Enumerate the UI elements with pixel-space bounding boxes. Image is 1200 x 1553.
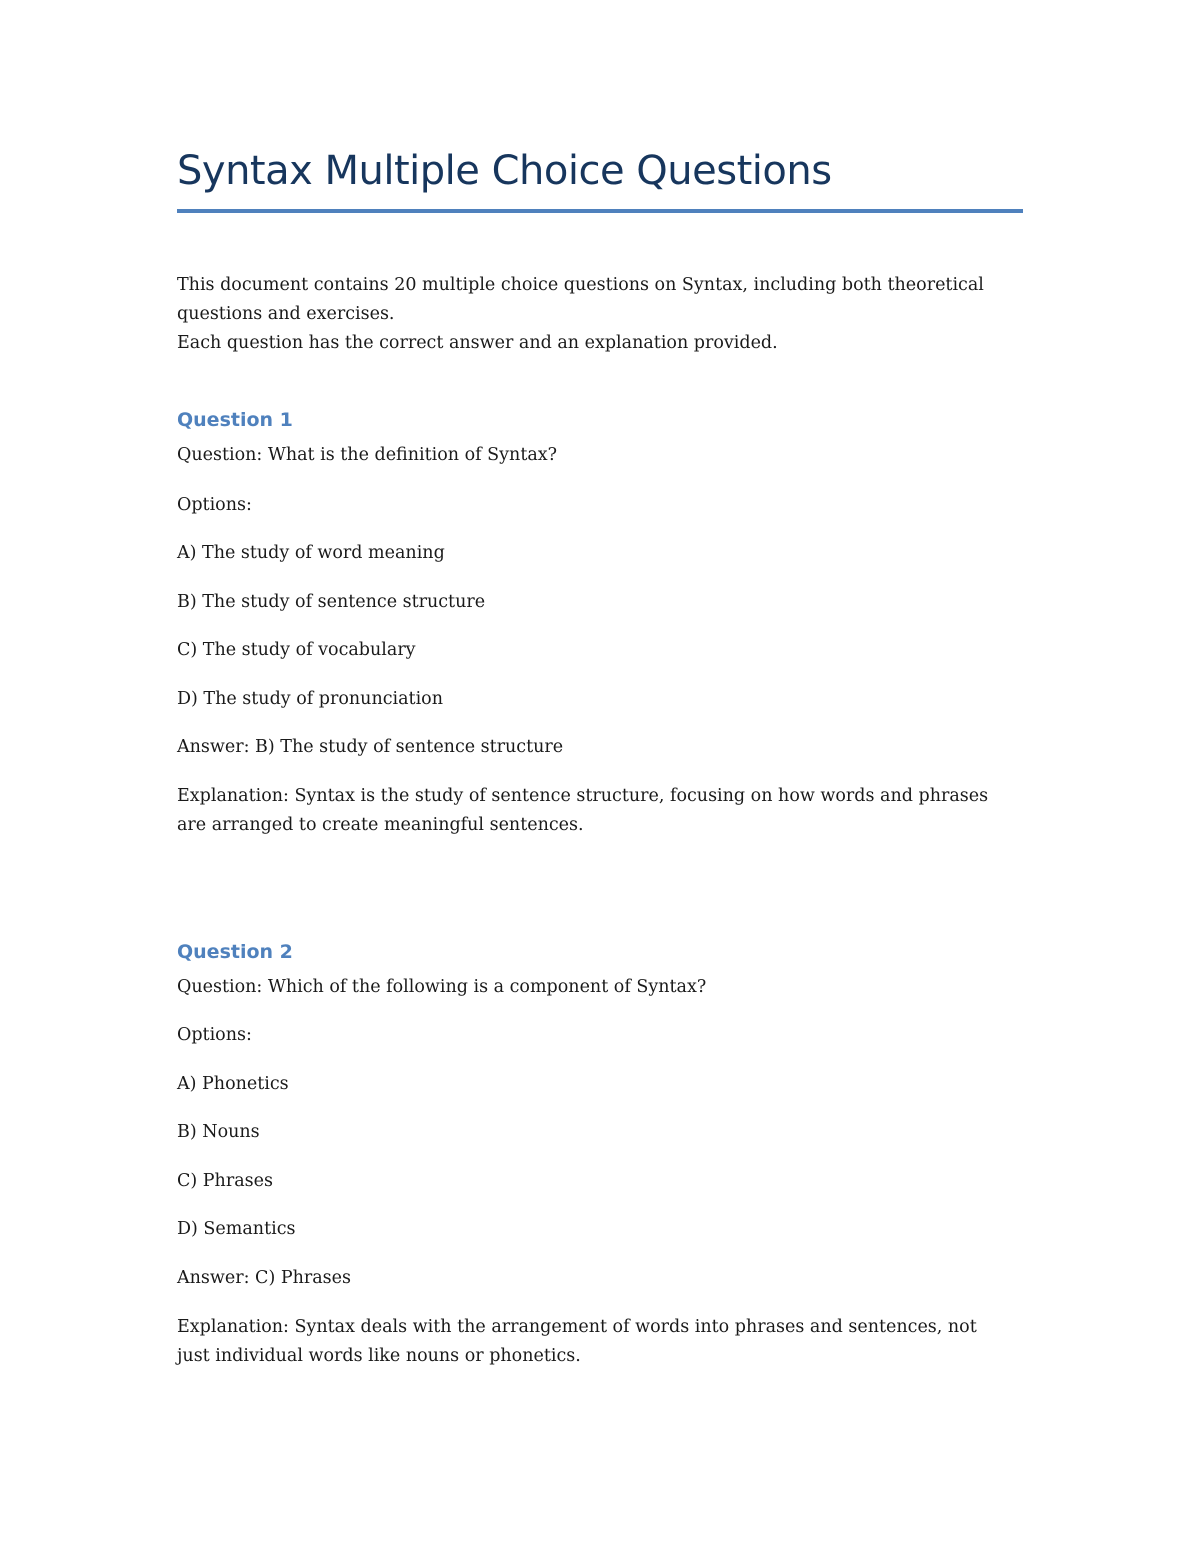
question-1-heading: Question 1 <box>177 409 293 431</box>
document-title: Syntax Multiple Choice Questions <box>177 148 832 194</box>
question-1-option-d: D) The study of pronunciation <box>177 689 443 709</box>
question-1-text: Question: What is the definition of Syntax? <box>177 445 558 465</box>
question-2-option-d: D) Semantics <box>177 1219 296 1239</box>
question-1-explanation-line-2: are arranged to create meaningful sentences. <box>177 815 584 835</box>
question-1-answer: Answer: B) The study of sentence structure <box>177 737 564 757</box>
question-2-option-c: C) Phrases <box>177 1171 273 1191</box>
question-2-options-label: Options: <box>177 1025 252 1045</box>
question-1-option-c: C) The study of vocabulary <box>177 640 416 660</box>
question-1-explanation-line-1: Explanation: Syntax is the study of sentence structure, focusing on how words and phrases <box>177 786 989 806</box>
question-2-explanation-line-1: Explanation: Syntax deals with the arrangement of words into phrases and sentences, not <box>177 1317 977 1337</box>
question-2-option-b: B) Nouns <box>177 1122 260 1142</box>
question-2-answer: Answer: C) Phrases <box>177 1268 351 1288</box>
question-2-option-a: A) Phonetics <box>177 1074 289 1094</box>
question-2-heading: Question 2 <box>177 941 293 963</box>
intro-line-1: This document contains 20 multiple choice questions on Syntax, including both theoretical <box>177 275 984 295</box>
question-1-options-label: Options: <box>177 495 252 515</box>
question-1-option-a: A) The study of word meaning <box>177 543 445 563</box>
question-1-option-b: B) The study of sentence structure <box>177 592 486 612</box>
title-divider <box>177 209 1023 213</box>
document-page <box>177 0 1023 1553</box>
intro-line-3: Each question has the correct answer and an explanation provided. <box>177 333 778 353</box>
question-2-explanation-line-2: just individual words like nouns or phonetics. <box>177 1346 581 1366</box>
intro-line-2: questions and exercises. <box>177 304 395 324</box>
question-2-text: Question: Which of the following is a component of Syntax? <box>177 977 707 997</box>
